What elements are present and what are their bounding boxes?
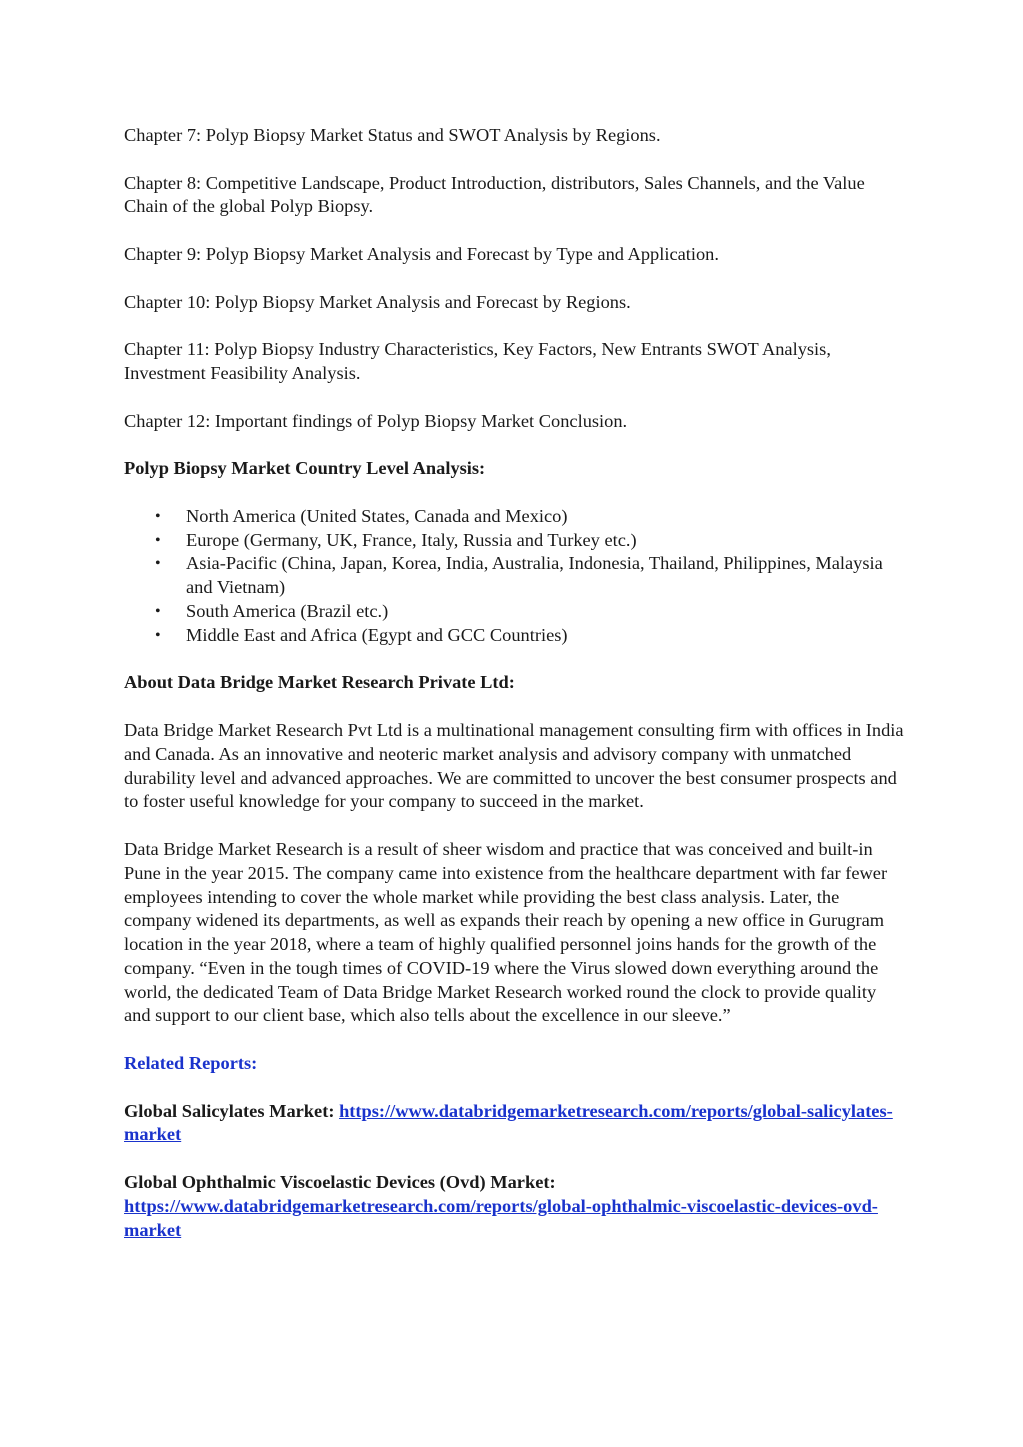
chapter-7: Chapter 7: Polyp Biopsy Market Status and SWOT Analysis by Regions. (124, 125, 661, 145)
about-heading: About Data Bridge Market Research Private Ltd: (124, 672, 515, 693)
list-item: • Middle East and Africa (Egypt and GCC Countries) (124, 624, 904, 648)
list-item: • South America (Brazil etc.) (124, 600, 904, 624)
list-item: • Europe (Germany, UK, France, Italy, Russia and Turkey etc.) (124, 529, 904, 553)
report-link[interactable]: https://www.databridgemarketresearch.com/reports/global-ophthalmic-viscoelastic-devices-ovd-market (124, 1195, 878, 1240)
report-title: Global Salicylates Market: (124, 1100, 335, 1121)
about-paragraph-2: Data Bridge Market Research is a result of sheer wisdom and practice that was conceived and built-in Pune in the year 2015. The company came into existence from the healthcare department with far fewer employees intending to cover the whole market while providing the best class analysis. Later, the company widened its departments, as well as expands their reach by opening a new office in Gurugram location in the year 2018, where a team of highly qualified personnel joins hands for the growth of the company. “Even in the tough times of COVID-19 where the Virus slowed down everything around the world, the dedicated Team of Data Bridge Market Research worked round the clock to provide quality and support to our client base, which also tells about the excellence in our sleeve.” (124, 838, 888, 1026)
chapter-8: Chapter 8: Competitive Landscape, Product Introduction, distributors, Sales Channels, and the Value Chain of the global Polyp Biopsy. (124, 172, 865, 217)
report-link[interactable]: https://www.databridgemarketresearch.com/reports/global-salicylates-market (124, 1100, 893, 1145)
chapter-9: Chapter 9: Polyp Biopsy Market Analysis and Forecast by Type and Application. (124, 243, 719, 264)
bullet-icon: • (155, 602, 161, 620)
document-page (124, 124, 904, 1266)
country-list (124, 505, 904, 648)
chapter-11: Chapter 11: Polyp Biopsy Industry Characteristics, Key Factors, New Entrants SWOT Analysis, Investment Feasibility Analysis. (124, 339, 831, 383)
chapter-12: Chapter 12: Important findings of Polyp Biopsy Market Conclusion. (124, 410, 628, 431)
bullet-icon: • (155, 626, 161, 644)
list-item: • North America (United States, Canada and Mexico) (124, 505, 904, 529)
country-analysis-heading: Polyp Biopsy Market Country Level Analysis: (124, 458, 486, 479)
bullet-icon: • (155, 507, 161, 525)
list-item: • Asia-Pacific (China, Japan, Korea, India, Australia, Indonesia, Thailand, Philippines, Malaysia and Vietnam) (155, 553, 883, 598)
report-title: Global Ophthalmic Viscoelastic Devices (Ovd) Market: (124, 1172, 556, 1193)
bullet-icon: • (155, 531, 161, 549)
related-reports-heading: Related Reports: (124, 1053, 258, 1074)
related-report-2 (124, 1171, 904, 1242)
about-paragraph-1: Data Bridge Market Research Pvt Ltd is a multinational management consulting firm with offices in India and Canada. As an innovative and neoteric market analysis and advisory company with unmatched durability level and advanced approaches. We are committed to uncover the best consumer prospects and to foster useful knowledge for your company to succeed in the market. (124, 719, 904, 812)
chapter-10: Chapter 10: Polyp Biopsy Market Analysis and Forecast by Regions. (124, 291, 631, 312)
related-report-1 (124, 1100, 904, 1148)
bullet-icon: • (155, 555, 161, 573)
